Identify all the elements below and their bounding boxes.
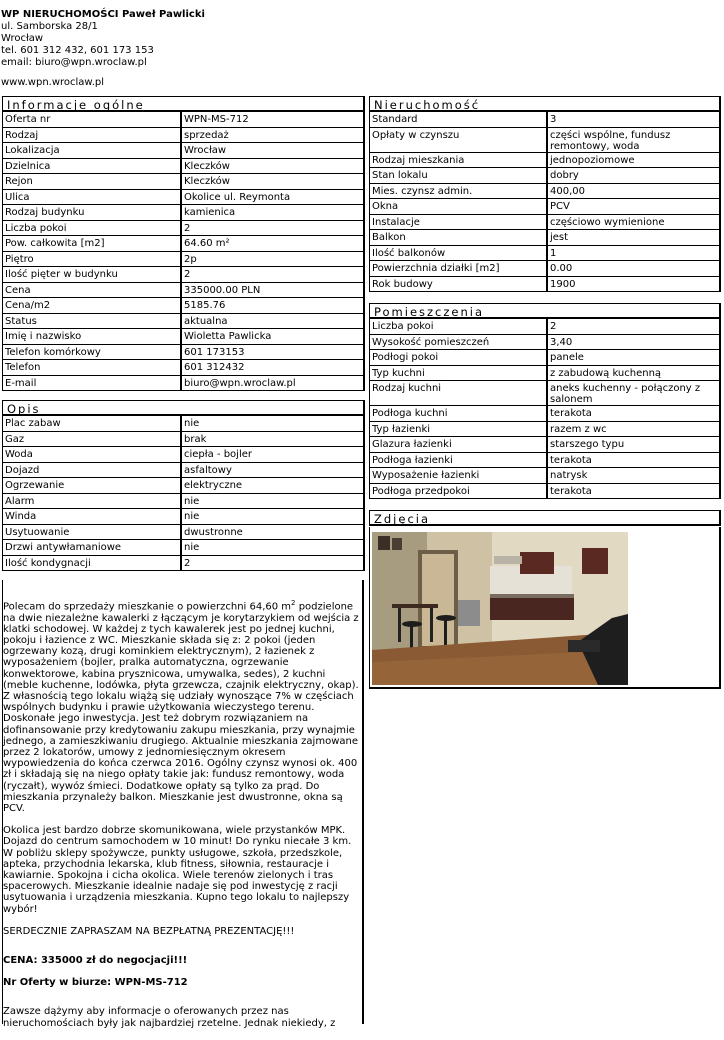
- apartment-photo-image: [372, 532, 628, 685]
- feature-value: ciepła - bojler: [182, 447, 365, 463]
- general-info-value: aktualna: [182, 314, 365, 330]
- feature-value: nie: [182, 509, 365, 525]
- features-title: Opis: [2, 400, 365, 416]
- feature-label: Gaz: [2, 432, 182, 448]
- feature-row: [2, 463, 365, 479]
- property-row: [369, 184, 721, 200]
- feature-value: asfaltowy: [182, 463, 365, 479]
- general-info-label: Cena/m2: [2, 298, 182, 314]
- agency-website[interactable]: www.wpn.wroclaw.pl: [1, 77, 104, 88]
- room-label: Typ łazienki: [369, 422, 548, 438]
- general-info-value: 601 312432: [182, 360, 365, 376]
- general-info-row: [2, 298, 365, 314]
- feature-label: Usytuowanie: [2, 525, 182, 541]
- feature-row: [2, 540, 365, 556]
- property-value: jednopoziomowe: [548, 153, 721, 169]
- room-row: [369, 335, 721, 351]
- room-label: Liczba pokoi: [369, 319, 548, 335]
- general-info-value: Wioletta Pawlicka: [182, 329, 365, 345]
- feature-value: elektryczne: [182, 478, 365, 494]
- feature-row: [2, 416, 365, 432]
- property-value: częściowo wymienione: [548, 215, 721, 231]
- description-offer-number: Nr Oferty w biurze: WPN-MS-712: [3, 977, 188, 989]
- general-info-value[interactable]: biuro@wpn.wroclaw.pl: [182, 376, 365, 392]
- property-value: 1900: [548, 277, 721, 293]
- general-info-row: [2, 267, 365, 283]
- room-value: aneks kuchenny - połączony z salonem: [548, 381, 721, 406]
- general-info-value: Okolice ul. Reymonta: [182, 190, 365, 206]
- room-row: [369, 484, 721, 500]
- description: [3, 598, 361, 1040]
- general-info-row: [2, 360, 365, 376]
- rooms-section: [369, 303, 721, 499]
- general-info-row: [2, 159, 365, 175]
- property-label: Rok budowy: [369, 277, 548, 293]
- feature-label: Ogrzewanie: [2, 478, 182, 494]
- general-info-value: 2: [182, 221, 365, 237]
- general-info-value: sprzedaż: [182, 128, 365, 144]
- general-info-label: Rodzaj budynku: [2, 205, 182, 221]
- general-info-row: [2, 190, 365, 206]
- description-paragraph-4: Zawsze dążymy aby informacje o oferowanych przez nas nieruchomościach były jak najbardziej rzetelne. Jednak niekiedy, z: [3, 1006, 336, 1029]
- property-row: [369, 112, 721, 128]
- room-value: natrysk: [548, 468, 721, 484]
- room-value: 2: [548, 319, 721, 335]
- room-row: [369, 437, 721, 453]
- room-label: Podłoga łazienki: [369, 453, 548, 469]
- property-row: [369, 246, 721, 262]
- feature-row: [2, 509, 365, 525]
- property-row: [369, 199, 721, 215]
- property-label: Instalacje: [369, 215, 548, 231]
- room-label: Podłoga kuchni: [369, 406, 548, 422]
- agency-header: [1, 9, 205, 89]
- feature-label: Dojazd: [2, 463, 182, 479]
- description-paragraph-2: Okolica jest bardzo dobrze skomunikowana, wiele przystanków MPK. Dojazd do centrum samochodem w 10 minut! Do rynku niecałe 3 km. W pobliżu sklepy spożywcze, punkty usługowe, szkoła, przedszkole, apteka, przychodnia lekarska, klub fitness, siłownia, restauracje i kawiarnie. Spokojna i cicha okolica. Wiele terenów zielonych i tras spacerowych. Mieszkanie idealnie nadaje się pod inwestycję z racji usytuowania i urządzenia mieszkania. Kupno tego lokalu to najlepszy wybór!: [3, 825, 352, 915]
- feature-value: dwustronne: [182, 525, 365, 541]
- property-value: części wspólne, fundusz remontowy, woda: [548, 128, 721, 153]
- property-table: [369, 112, 721, 292]
- room-value: z zabudową kuchenną: [548, 366, 721, 382]
- general-info-row: [2, 283, 365, 299]
- property-value: 400,00: [548, 184, 721, 200]
- property-label: Balkon: [369, 230, 548, 246]
- property-row: [369, 230, 721, 246]
- feature-row: [2, 525, 365, 541]
- room-value: panele: [548, 350, 721, 366]
- general-info-label: Lokalizacja: [2, 143, 182, 159]
- general-info-label: Piętro: [2, 252, 182, 268]
- general-info-value: Kleczków: [182, 159, 365, 175]
- property-label: Mies. czynsz admin.: [369, 184, 548, 200]
- property-value: dobry: [548, 168, 721, 184]
- general-info-label: Cena: [2, 283, 182, 299]
- rooms-title: Pomieszczenia: [369, 303, 721, 319]
- general-info-label: Ulica: [2, 190, 182, 206]
- rooms-table: [369, 319, 721, 499]
- general-info-value: 5185.76: [182, 298, 365, 314]
- property-row: [369, 168, 721, 184]
- feature-label: Plac zabaw: [2, 416, 182, 432]
- features-table: [2, 416, 365, 571]
- property-row: [369, 215, 721, 231]
- room-row: [369, 366, 721, 382]
- general-info-row: [2, 314, 365, 330]
- property-row: [369, 153, 721, 169]
- features-section: [2, 400, 365, 571]
- feature-value: brak: [182, 432, 365, 448]
- general-info-section: [2, 96, 365, 391]
- room-row: [369, 381, 721, 406]
- general-info-row: [2, 205, 365, 221]
- general-info-row: [2, 143, 365, 159]
- general-info-label: Rejon: [2, 174, 182, 190]
- general-info-label: Rodzaj: [2, 128, 182, 144]
- room-value: terakota: [548, 406, 721, 422]
- photos-section: [369, 510, 721, 526]
- room-value: starszego typu: [548, 437, 721, 453]
- agency-phone: tel. 601 312 432, 601 173 153: [1, 45, 154, 56]
- general-info-value: Kleczków: [182, 174, 365, 190]
- property-label: Okna: [369, 199, 548, 215]
- property-row: [369, 277, 721, 293]
- general-info-value: 601 173153: [182, 345, 365, 361]
- room-label: Rodzaj kuchni: [369, 381, 548, 406]
- general-info-label: Telefon komórkowy: [2, 345, 182, 361]
- description-price: CENA: 335000 zł do negocjacji!!!: [3, 955, 188, 967]
- feature-row: [2, 478, 365, 494]
- feature-label: Winda: [2, 509, 182, 525]
- room-row: [369, 319, 721, 335]
- general-info-value: kamienica: [182, 205, 365, 221]
- feature-row: [2, 432, 365, 448]
- property-value: 3: [548, 112, 721, 128]
- feature-value: 2: [182, 556, 365, 572]
- general-info-title: Informacje ogólne: [2, 96, 365, 112]
- agency-city: Wrocław: [1, 33, 44, 44]
- general-info-label: Status: [2, 314, 182, 330]
- property-row: [369, 128, 721, 153]
- general-info-label: Telefon: [2, 360, 182, 376]
- property-value: 0.00: [548, 261, 721, 277]
- feature-row: [2, 494, 365, 510]
- room-label: Wyposażenie łazienki: [369, 468, 548, 484]
- room-value: razem z wc: [548, 422, 721, 438]
- general-info-label: Pow. całkowita [m2]: [2, 236, 182, 252]
- agency-street: ul. Samborska 28/1: [1, 21, 98, 32]
- general-info-value: 335000.00 PLN: [182, 283, 365, 299]
- property-row: [369, 261, 721, 277]
- room-label: Podłoga przedpokoi: [369, 484, 548, 500]
- property-label: Stan lokalu: [369, 168, 548, 184]
- general-info-row: [2, 112, 365, 128]
- room-label: Glazura łazienki: [369, 437, 548, 453]
- feature-value: nie: [182, 416, 365, 432]
- room-row: [369, 406, 721, 422]
- property-label: Standard: [369, 112, 548, 128]
- description-paragraph-1: Polecam do sprzedaży mieszkanie o powierzchni 64,60 $m^2$ podzielone na dwie niezależne kawalerki z łączącym je korytarzykiem od wejścia z klatki schodowej. W każdej z tych kawalerek jest po jednej kuchni, pokoju i łazience z WC. Mieszkanie składa się z: 2 pokoi (jeden ogrzewany kozą, drugi kominkiem elektrycznym), 2 łazienek z wyposażeniem (bojler, pralka automatyczna, ogrzewanie konwektorowe, kabina prysznicowa, umywalka, sedes), 2 kuchni (meble kuchenne, lodówka, płyta grzewcza, czajnik elektryczny, okap). Z własnością tego lokalu wiążą się udziały wynoszące 7% w częściach wspólnych budynku i prawie użytkowania wieczystego terenu. Doskonałe jego inwestycja. Jest też dobrym rozwiązaniem na dofinansowanie przy kredytowaniu zakupu mieszkania, przy wynajmie jednego, a zamieszkiwaniu drugiego. Aktualnie mieszkania zajmowane przez 2 lokatorów, umowy z jednomiesięcznym okresem wypowiedzenia do końca czerwca 2016. Ogólny czynsz wynosi ok. 400 zł i składają się na niego opłaty takie jak: fundusz remontowy, woda (ryczałt), wywóz śmieci. Dodatkowe opłaty są tylko za prąd. Do mieszkania przynależy balkon. Mieszkanie jest dwustronne, okna są PCV.: [3, 599, 359, 814]
- agency-name: WP NIERUCHOMOŚCI Paweł Pawlicki: [1, 9, 205, 20]
- room-label: Typ kuchni: [369, 366, 548, 382]
- feature-row: [2, 556, 365, 572]
- apartment-photo[interactable]: [372, 532, 628, 685]
- property-label: Powierzchnia działki [m2]: [369, 261, 548, 277]
- property-label: Ilość balkonów: [369, 246, 548, 262]
- general-info-value: Wrocław: [182, 143, 365, 159]
- feature-value: nie: [182, 540, 365, 556]
- room-label: Podłogi pokoi: [369, 350, 548, 366]
- general-info-value: WPN-MS-712: [182, 112, 365, 128]
- room-row: [369, 422, 721, 438]
- general-info-row: [2, 128, 365, 144]
- agency-email: email: biuro@wpn.wroclaw.pl: [1, 57, 147, 68]
- general-info-row: [2, 252, 365, 268]
- general-info-row: [2, 236, 365, 252]
- general-info-row: [2, 174, 365, 190]
- general-info-label: Oferta nr: [2, 112, 182, 128]
- room-value: terakota: [548, 484, 721, 500]
- description-invitation: SERDECZNIE ZAPRASZAM NA BEZPŁATNĄ PREZENTACJĘ!!!: [3, 925, 295, 937]
- property-value: PCV: [548, 199, 721, 215]
- general-info-row: [2, 329, 365, 345]
- room-value: terakota: [548, 453, 721, 469]
- general-info-row: [2, 376, 365, 392]
- property-section: [369, 96, 721, 292]
- property-label: Opłaty w czynszu: [369, 128, 548, 153]
- general-info-value: 2p: [182, 252, 365, 268]
- general-info-row: [2, 345, 365, 361]
- general-info-label: Ilość pięter w budynku: [2, 267, 182, 283]
- property-title: Nieruchomość: [369, 96, 721, 112]
- feature-row: [2, 447, 365, 463]
- general-info-label: Dzielnica: [2, 159, 182, 175]
- general-info-table: [2, 112, 365, 391]
- room-row: [369, 453, 721, 469]
- property-label: Rodzaj mieszkania: [369, 153, 548, 169]
- feature-label: Woda: [2, 447, 182, 463]
- general-info-value: 2: [182, 267, 365, 283]
- room-row: [369, 468, 721, 484]
- room-value: 3,40: [548, 335, 721, 351]
- photos-title: Zdjęcia: [369, 510, 721, 526]
- room-label: Wysokość pomieszczeń: [369, 335, 548, 351]
- general-info-row: [2, 221, 365, 237]
- feature-value: nie: [182, 494, 365, 510]
- room-row: [369, 350, 721, 366]
- general-info-label: Liczba pokoi: [2, 221, 182, 237]
- general-info-value: 64.60 m²: [182, 236, 365, 252]
- general-info-label: E-mail: [2, 376, 182, 392]
- property-value: jest: [548, 230, 721, 246]
- feature-label: Drzwi antywłamaniowe: [2, 540, 182, 556]
- feature-label: Ilość kondygnacji: [2, 556, 182, 572]
- general-info-label: Imię i nazwisko: [2, 329, 182, 345]
- feature-label: Alarm: [2, 494, 182, 510]
- property-value: 1: [548, 246, 721, 262]
